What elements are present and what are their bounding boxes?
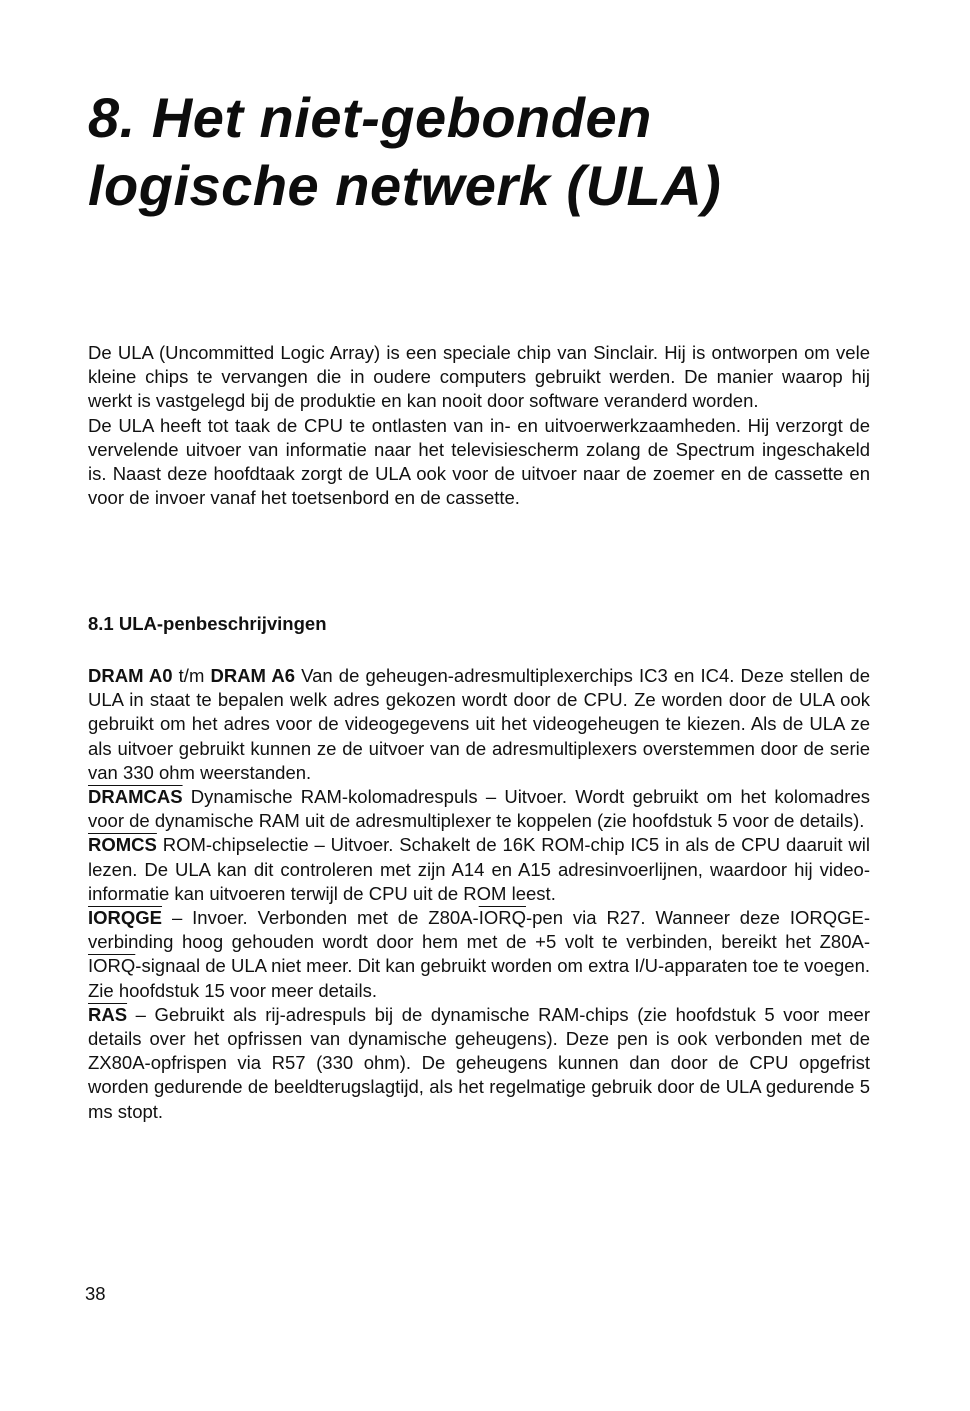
pin-name-dramcas: DRAMCAS — [88, 786, 183, 808]
pin-description-romcs: ROM-chipselectie – Uitvoer. Schakelt de 16K ROM-chip IC5 in als de CPU daaruit wil lezen. De ULA kan dit controleren met zijn A14 en A15 adresinvoerlijnen, waardoor hij video-informatie kan uitvoeren terwijl de CPU uit de ROM leest. — [88, 834, 870, 904]
pin-entry-romcs — [88, 833, 870, 906]
pin-description-iorqge-part-3: -signaal de ULA niet meer. Dit kan gebruikt worden om extra I/U-apparaten toe te voegen. Zie hoofdstuk 15 voor meer details. — [88, 955, 870, 1001]
section-heading: 8.1 ULA-penbeschrijvingen — [88, 613, 327, 634]
intro-paragraph-1: De ULA (Uncommitted Logic Array) is een speciale chip van Sinclair. Hij is ontworpen om vele kleine chips te vervangen die in oudere computers gebruikt werden. De manier waarop hij werkt is vastgelegd bij de produktie en kan nooit door software veranderd worden. — [88, 342, 870, 412]
pin-range-connector: t/m — [172, 665, 211, 686]
pin-name-dram-a6: DRAM A6 — [210, 665, 296, 686]
pin-descriptions — [88, 664, 870, 1124]
pin-description-dramcas: Dynamische RAM-kolomadrespuls – Uitvoer. Wordt gebruikt om het kolomadres voor de dynamische RAM uit de adresmultiplexer te koppelen (zie hoofdstuk 5 voor de details). — [88, 786, 870, 832]
pin-name-romcs: ROMCS — [88, 834, 157, 856]
pin-entry-dram — [88, 664, 870, 785]
pin-description-dram: Van de geheugen-adresmultiplexerchips IC3 en IC4. Deze stellen de ULA in staat te bepalen welk adres gekozen wordt door de CPU. Ze worden door de ULA ook gebruikt om het adres voor de videogegevens uit het videogeheugen te kiezen. Als de ULA ze als uitvoer gebruikt kunnen ze de uitvoer van de adresmultiplexers overstemmen door de serie van 330 ohm weerstanden. — [88, 665, 870, 783]
pin-name-iorqge: IORQGE — [88, 907, 163, 929]
pin-name-ras: $\overline{RAS}$ — [88, 1003, 128, 1025]
chapter-title-line-1: 8. Het niet-gebonden — [88, 86, 652, 149]
pin-description-iorqge-part-1: – Invoer. Verbonden met de Z80A- — [162, 907, 479, 929]
intro-paragraph-2: De ULA heeft tot taak de CPU te ontlasten van in- en uitvoerwerkzaamheden. Hij verzorgt de vervelende uitvoer van informatie naar het televisiescherm zolang de Spectrum ingeschakeld is. Naast deze hoofdtaak zorgt de ULA ook voor de uitvoer naar de zoemer en de cassette en voor de invoer vanaf het toetsenbord en de cassette. — [88, 414, 870, 509]
signal-iorq-1: IORQ — [478, 907, 526, 929]
pin-entry-iorqge — [88, 906, 870, 1003]
pin-entry-dramcas — [88, 785, 870, 833]
pin-description-ras: – Gebruikt als rij-adrespuls bij de dynamische RAM-chips (zie hoofdstuk 5 voor meer details over het opfrissen van dynamische geheugens). Deze pen is ook verbonden met de ZX80A-opfrispen via R57 (330 ohm). De geheugens kunnen dan door de CPU opgefrist worden gedurende de beeldterugslagtijd, als het regelmatige gebruik door de ULA gedurende 5 ms stopt. — [88, 1003, 870, 1122]
pin-description-iorqge-part-2: -pen via R27. Wanneer deze IORQGE-verbinding hoog gehouden wordt door hem met de +5 volt te verbinden, bereikt het Z80A- — [88, 907, 871, 953]
pin-name-dram-a0: DRAM A0 — [88, 665, 173, 686]
pin-entry-ras — [88, 1003, 870, 1124]
intro-text — [88, 341, 870, 510]
page-number: 38 — [85, 1283, 106, 1304]
chapter-title-line-2: logische netwerk (ULA) — [88, 154, 722, 217]
signal-iorq-2: IORQ — [88, 955, 136, 977]
chapter-title — [88, 84, 888, 220]
